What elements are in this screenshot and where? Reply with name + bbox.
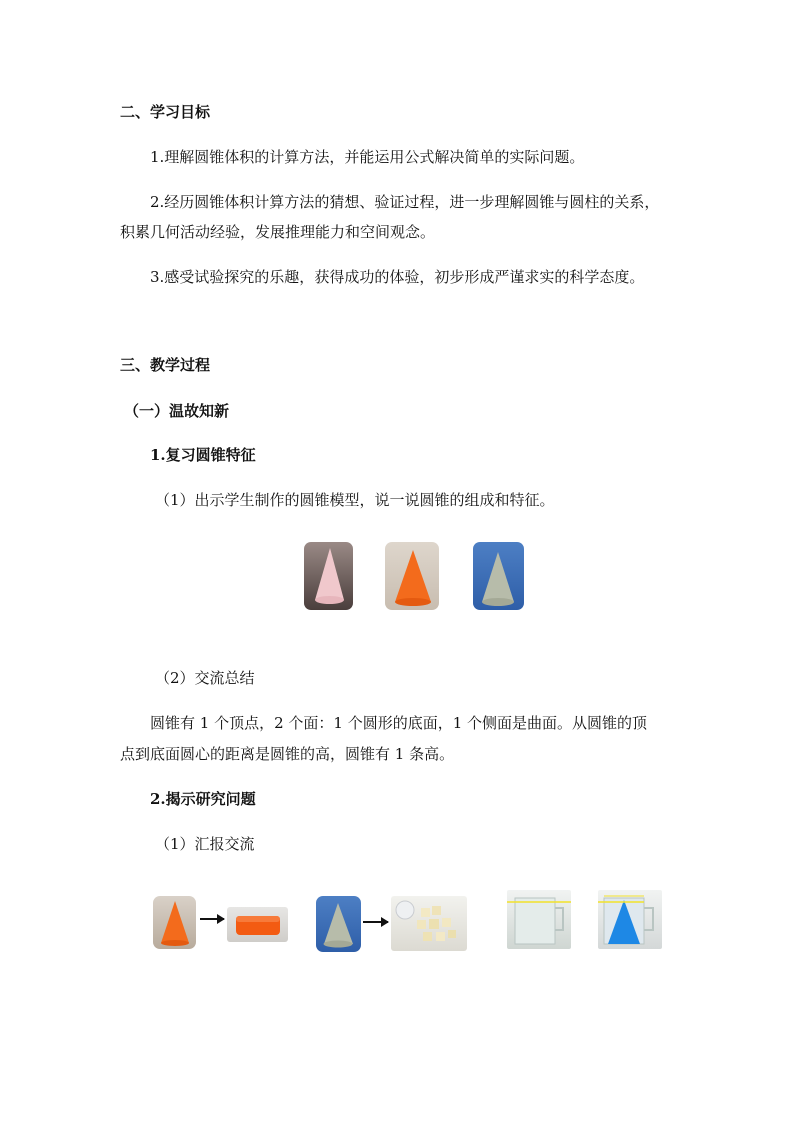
section-heading-objectives: 二、学习目标 [120, 103, 211, 121]
step1-paragraph-1: （1）出示学生制作的圆锥模型，说一说圆锥的组成和特征。 [155, 491, 555, 509]
summary-line-1: 圆锥有 1 个顶点，2 个面：1 个圆形的底面，1 个侧面是曲面。从圆锥的顶 [150, 714, 648, 732]
gray-cone-photo [473, 542, 524, 610]
step-review-cone-features: 1.复习圆锥特征 [150, 446, 256, 464]
summary-line-2: 点到底面圆心的距离是圆锥的高，圆锥有 1 条高。 [120, 745, 455, 763]
step-reveal-question: 2.揭示研究问题 [150, 790, 256, 808]
objective-2-cont: 积累几何活动经验，发展推理能力和空间观念。 [120, 223, 436, 241]
orange-cone-photo [385, 542, 439, 610]
orange-cone-photo-small [153, 896, 196, 949]
objective-1: 1.理解圆锥体积的计算方法，并能运用公式解决简单的实际问题。 [150, 148, 585, 166]
blue-cone-in-glass-photo [598, 890, 662, 949]
objective-3: 3.感受试验探究的乐趣，获得成功的体验，初步形成严谨求实的科学态度。 [150, 268, 645, 286]
gray-cone-photo-small [316, 896, 361, 952]
pink-cone-photo [304, 542, 353, 610]
arrow-icon-2 [363, 921, 388, 923]
subsection-review: （一）温故知新 [124, 402, 230, 420]
orange-clay-block-photo [227, 907, 288, 942]
section-heading-process: 三、教学过程 [120, 356, 211, 374]
step1-paragraph-2: （2）交流总结 [155, 669, 255, 687]
step2-paragraph-1: （1）汇报交流 [155, 835, 255, 853]
cut-cubes-photo [391, 896, 467, 951]
objective-2: 2.经历圆锥体积计算方法的猜想、验证过程，进一步理解圆锥与圆柱的关系， [150, 193, 660, 211]
empty-glass-photo [507, 890, 571, 949]
arrow-icon [200, 918, 224, 920]
